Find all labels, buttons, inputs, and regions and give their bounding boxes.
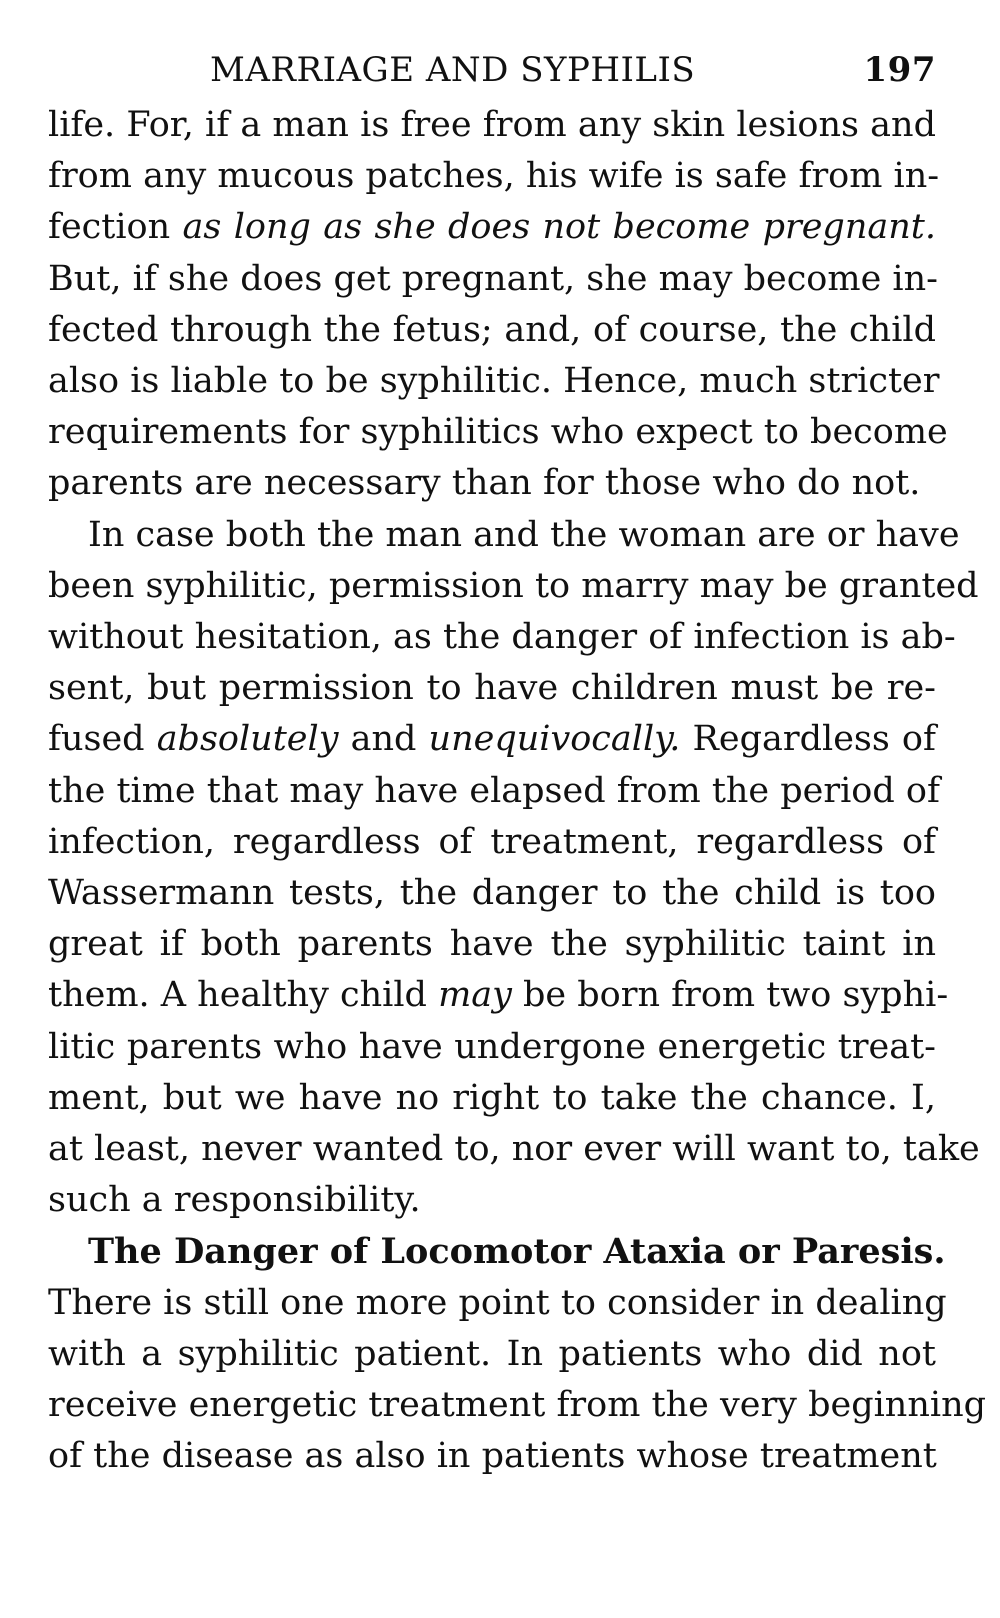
text-line: requirements for syphilitics who expect to become	[48, 412, 948, 453]
text-line	[48, 202, 936, 253]
section-heading: The Danger of Locomotor Ataxia or Paresis.	[88, 1231, 946, 1273]
italic-word: absolutely	[156, 719, 339, 760]
body-text	[48, 100, 987, 1482]
text-line: without hesitation, as the danger of infection is ab-	[48, 617, 956, 658]
text-line: life. For, if a man is free from any skin lesions and	[48, 105, 936, 145]
text-line: There is still one more point to consider in dealing	[48, 1282, 947, 1323]
text-line: also is liable to be syphilitic. Hence, much stricter	[48, 361, 940, 402]
text-line: fected through the fetus; and, of course, the child	[48, 309, 936, 350]
text-segment: Regardless of	[692, 719, 936, 760]
text-line	[48, 970, 949, 1021]
text-line: such a responsibility.	[48, 1180, 421, 1221]
running-title: MARRIAGE AND SYPHILIS	[210, 50, 696, 90]
text-line: at least, never wanted to, nor ever will want to, take	[48, 1129, 980, 1170]
italic-word: unequivocally.	[428, 719, 681, 760]
text-segment: fused	[48, 719, 145, 760]
text-line: great if both parents have the syphilitic taint in	[48, 924, 936, 965]
text-segment: be born from two syphi-	[523, 975, 949, 1016]
text-line: parents are necessary than for those who do not.	[48, 463, 921, 504]
text-line: Wassermann tests, the danger to the child is too	[48, 873, 936, 914]
text-line: receive energetic treatment from the very beginning	[48, 1385, 987, 1426]
text-line: But, if she does get pregnant, she may become in-	[48, 258, 938, 299]
italic-word: may	[438, 975, 512, 1016]
book-page	[48, 28, 987, 1482]
text-segment: fection	[48, 207, 171, 248]
text-line: the time that may have elapsed from the period of	[48, 770, 940, 811]
text-line: of the disease as also in patients whose treatment	[48, 1436, 937, 1477]
text-line: ment, but we have no right to take the chance. I,	[48, 1077, 936, 1118]
text-segment: them. A healthy child	[48, 975, 427, 1016]
text-line: from any mucous patches, his wife is safe from in-	[48, 156, 940, 197]
text-line: with a syphilitic patient. In patients who did not	[48, 1333, 936, 1374]
text-line: litic parents who have undergone energetic treat-	[48, 1026, 936, 1067]
text-line	[48, 714, 936, 765]
text-line: In case both the man and the woman are or have	[88, 514, 960, 555]
page-number: 197	[863, 50, 936, 90]
paragraph-1	[48, 100, 948, 510]
paragraph-2	[48, 510, 980, 1227]
italic-phrase: as long as she does not become pregnant.	[182, 207, 936, 248]
text-line: been syphilitic, permission to marry may be granted	[48, 565, 979, 606]
running-header	[48, 28, 936, 100]
text-line: sent, but permission to have children must be re-	[48, 668, 936, 709]
text-line: infection, regardless of treatment, regardless of	[48, 821, 936, 862]
text-segment: and	[350, 719, 417, 760]
paragraph-3	[48, 1226, 987, 1482]
